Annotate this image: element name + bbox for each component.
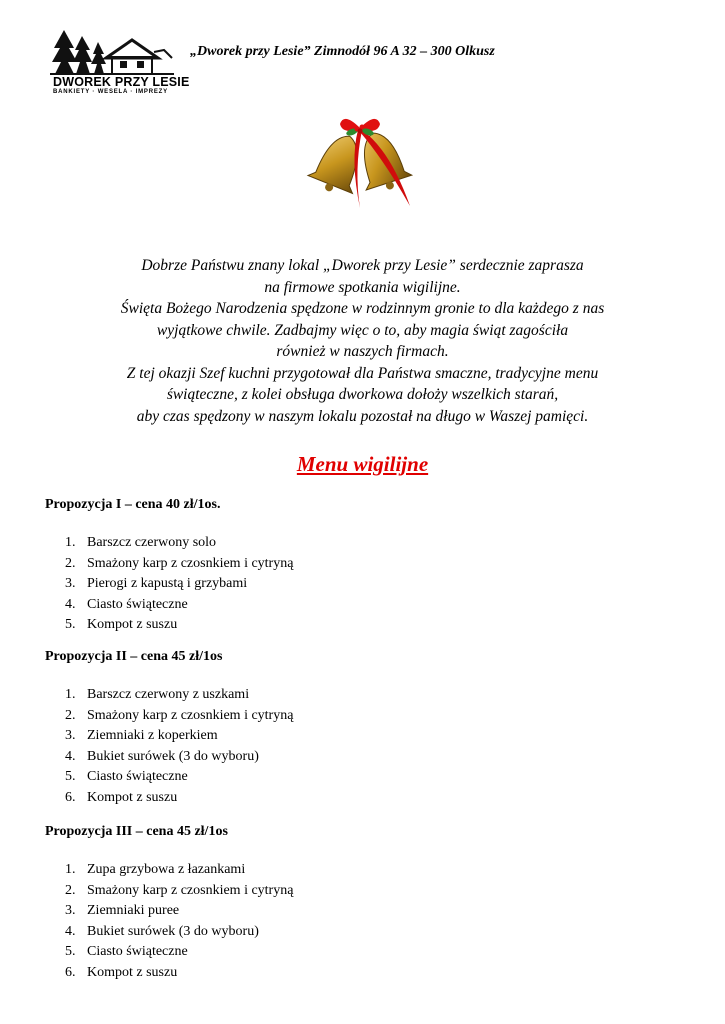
menu-section-1 [45, 497, 665, 636]
item-number: 3. [65, 728, 76, 743]
item-text: Ciasto świąteczne [87, 596, 188, 612]
item-number: 6. [65, 964, 76, 980]
item-number: 4. [65, 596, 76, 612]
intro-line: Dobrze Państwu znany lokal „Dworek przy Lesie” serdecznie zaprasza [141, 257, 584, 274]
section-title: Propozycja I – cena 40 zł/1os. [45, 497, 221, 512]
item-text: Kompot z suszu [87, 964, 178, 980]
intro-line: Święta Bożego Narodzenia spędzone w rodzinnym gronie to dla każdego z nas [120, 300, 605, 317]
item-number: 4. [65, 748, 76, 764]
menu-item-list [45, 685, 665, 808]
intro-line: na firmowe spotkania wigilijne. [264, 278, 461, 296]
item-text: Bukiet surówek (3 do wyboru) [87, 923, 259, 939]
house-trees-logo-icon [50, 28, 174, 76]
menu-section-3 [45, 824, 665, 983]
menu-item-list [45, 860, 665, 983]
menu-item [45, 881, 665, 902]
intro-line: wyjątkowe chwile. Zadbajmy więc o to, aby magia świąt zagościła [156, 321, 569, 339]
item-number: 2. [65, 707, 76, 723]
item-number: 5. [65, 617, 76, 632]
item-number: 1. [65, 535, 76, 550]
item-text: Kompot z suszu [87, 789, 178, 805]
item-number: 1. [65, 687, 76, 702]
item-text: Ciasto świąteczne [87, 769, 188, 784]
menu-item-list [45, 533, 665, 636]
item-number: 2. [65, 555, 76, 571]
section-title: Propozycja II – cena 45 zł/1os [45, 649, 223, 664]
item-text: Barszcz czerwony solo [87, 535, 217, 550]
menu-item [45, 767, 665, 788]
menu-item [45, 747, 665, 768]
item-text: Pierogi z kapustą i grzybami [87, 576, 248, 591]
item-text: Barszcz czerwony z uszkami [87, 687, 250, 702]
menu-item [45, 788, 665, 809]
item-text: Bukiet surówek (3 do wyboru) [87, 748, 259, 764]
item-number: 3. [65, 576, 76, 591]
item-number: 5. [65, 944, 76, 959]
menu-item [45, 574, 665, 595]
item-number: 5. [65, 769, 76, 784]
section-title: Propozycja III – cena 45 zł/1os [45, 824, 228, 839]
logo-name: DWOREK PRZY LESIE [53, 75, 190, 89]
menu-title: Menu wigilijne [296, 452, 429, 476]
item-number: 4. [65, 923, 76, 939]
item-text: Kompot z suszu [87, 617, 178, 632]
menu-item [45, 595, 665, 616]
item-number: 2. [65, 882, 76, 898]
item-text: Zupa grzybowa z łazankami [87, 862, 246, 877]
page-header [50, 28, 690, 100]
item-number: 1. [65, 862, 76, 877]
menu-item [45, 963, 665, 984]
item-number: 6. [65, 789, 76, 805]
item-text: Ciasto świąteczne [87, 944, 188, 959]
menu-item [45, 706, 665, 727]
invitation-text [40, 255, 685, 427]
menu-item [45, 901, 665, 922]
menu-item [45, 922, 665, 943]
dworek-logo [50, 28, 190, 98]
menu-item [45, 533, 665, 554]
item-text: Ziemniaki z koperkiem [87, 728, 218, 743]
christmas-bells-icon [300, 110, 420, 210]
menu-item [45, 942, 665, 963]
menu-item [45, 685, 665, 706]
intro-line: również w naszych firmach. [276, 343, 449, 360]
intro-line: Z tej okazji Szef kuchni przygotował dla Państwa smaczne, tradycyjne menu [126, 364, 599, 382]
item-text: Smażony karp z czosnkiem i cytryną [87, 882, 294, 898]
menu-section-2 [45, 649, 665, 808]
venue-address: „Dworek przy Lesie” Zimnodół 96 A 32 – 300 Olkusz [190, 44, 495, 59]
item-text: Smażony karp z czosnkiem i cytryną [87, 707, 294, 723]
logo-tagline: BANKIETY · WESELA · IMPREZY [53, 89, 168, 95]
menu-item [45, 860, 665, 881]
item-number: 3. [65, 903, 76, 918]
intro-line: świąteczne, z kolei obsługa dworkowa dołoży wszelkich starań, [166, 386, 559, 403]
intro-line: aby czas spędzony w naszym lokalu pozostał na długo w Waszej pamięci. [136, 407, 589, 425]
item-text: Ziemniaki puree [87, 903, 180, 918]
menu-item [45, 554, 665, 575]
menu-item [45, 726, 665, 747]
item-text: Smażony karp z czosnkiem i cytryną [87, 555, 294, 571]
menu-item [45, 615, 665, 636]
